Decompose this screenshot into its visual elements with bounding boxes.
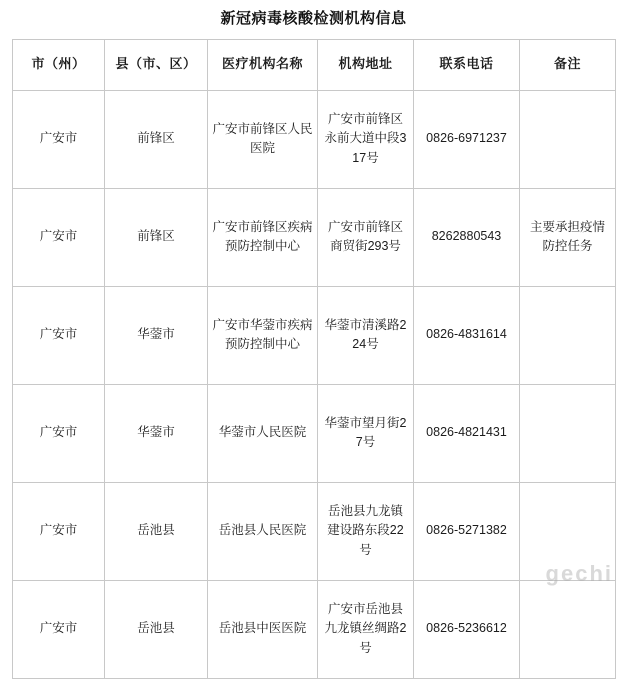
cell-institution: 广安市前锋区人民医院 (208, 90, 318, 188)
cell-county: 华蓥市 (105, 286, 208, 384)
cell-institution: 广安市前锋区疾病预防控制中心 (208, 188, 318, 286)
cell-county: 岳池县 (105, 580, 208, 678)
cell-address: 华蓥市清溪路224号 (318, 286, 414, 384)
table-header (13, 39, 616, 90)
cell-city: 广安市 (13, 286, 105, 384)
table-body (13, 90, 616, 678)
cell-county: 前锋区 (105, 188, 208, 286)
cell-county: 岳池县 (105, 482, 208, 580)
column-header-phone: 联系电话 (414, 39, 520, 90)
cell-remark: 主要承担疫情防控任务 (520, 188, 616, 286)
column-header-remark: 备注 (520, 39, 616, 90)
watermark: gechi (545, 561, 613, 586)
cell-institution: 岳池县人民医院 (208, 482, 318, 580)
cell-phone: 0826-4831614 (414, 286, 520, 384)
cell-address: 广安市前锋区永前大道中段317号 (318, 90, 414, 188)
cell-institution: 广安市华蓥市疾病预防控制中心 (208, 286, 318, 384)
cell-city: 广安市 (13, 188, 105, 286)
cell-phone: 0826-5236612 (414, 580, 520, 678)
cell-city: 广安市 (13, 580, 105, 678)
cell-address: 广安市前锋区商贸街293号 (318, 188, 414, 286)
cell-remark (520, 90, 616, 188)
column-header-county: 县（市、区） (105, 39, 208, 90)
cell-county: 前锋区 (105, 90, 208, 188)
table-row (13, 188, 616, 286)
cell-institution: 华蓥市人民医院 (208, 384, 318, 482)
cell-phone: 0826-6971237 (414, 90, 520, 188)
column-header-institution: 医疗机构名称 (208, 39, 318, 90)
table-row (13, 384, 616, 482)
cell-phone: 0826-4821431 (414, 384, 520, 482)
cell-address: 华蓥市望月街27号 (318, 384, 414, 482)
column-header-city: 市（州） (13, 39, 105, 90)
cell-address: 广安市岳池县九龙镇丝绸路2号 (318, 580, 414, 678)
cell-city: 广安市 (13, 482, 105, 580)
column-header-address: 机构地址 (318, 39, 414, 90)
cell-phone: 0826-5271382 (414, 482, 520, 580)
cell-remark (520, 482, 616, 580)
table-row (13, 90, 616, 188)
cell-remark (520, 286, 616, 384)
cell-address: 岳池县九龙镇建设路东段22号 (318, 482, 414, 580)
table-header-row (13, 39, 616, 90)
table-row (13, 286, 616, 384)
cell-city: 广安市 (13, 384, 105, 482)
cell-institution: 岳池县中医医院 (208, 580, 318, 678)
page-title: 新冠病毒核酸检测机构信息 (220, 10, 407, 27)
cell-phone: 8262880543 (414, 188, 520, 286)
cell-county: 华蓥市 (105, 384, 208, 482)
cell-remark (520, 384, 616, 482)
cell-city: 广安市 (13, 90, 105, 188)
testing-institutions-table (12, 39, 616, 679)
table-row (13, 482, 616, 580)
